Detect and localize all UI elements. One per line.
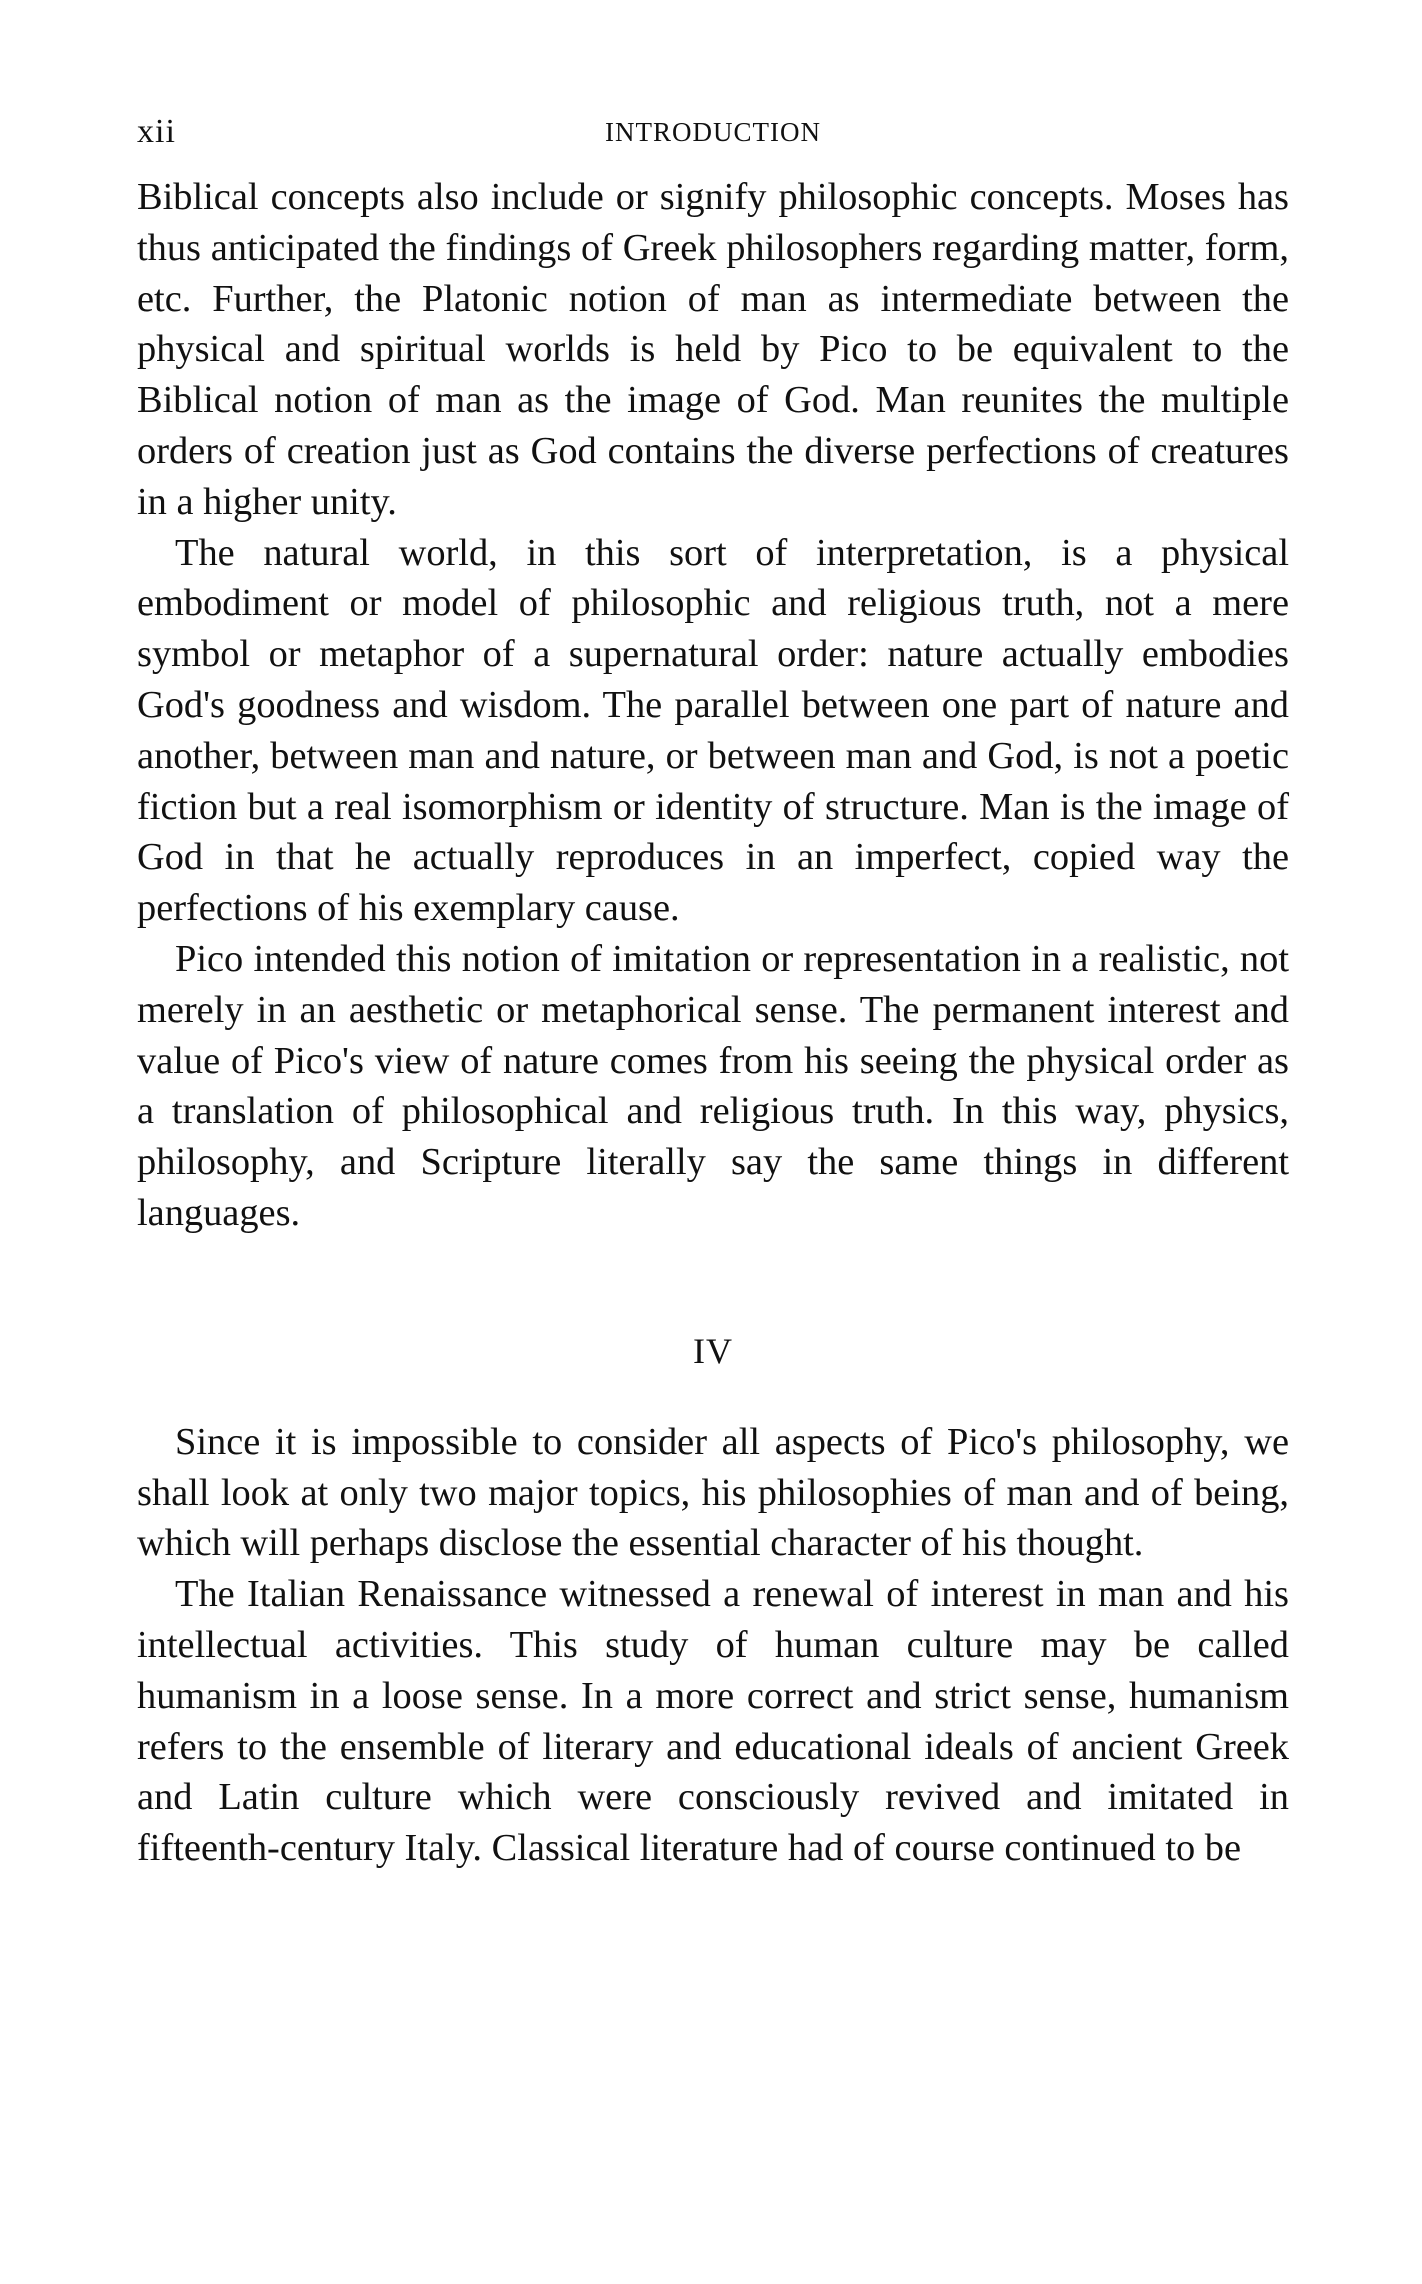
running-head	[137, 110, 1289, 154]
running-title: INTRODUCTION	[605, 117, 821, 147]
paragraph-1: Biblical concepts also include or signify philosophic concepts. Moses has thus anticipated the findings of Greek philosophers regarding matter, form, etc. Further, the Platonic notion of man as intermediate between the physical and spiritual worlds is held by Pico to be equivalent to the Biblical notion of man as the image of God. Man reunites the multiple orders of creation just as God contains the diverse perfections of creatures in a higher unity.	[137, 176, 1289, 523]
section-heading: IV	[693, 1330, 733, 1371]
paragraph-3: Pico intended this notion of imitation or representation in a realistic, not merely in an aesthetic or metaphorical sense. The permanent interest and value of Pico's view of nature comes from his seeing the physical order as a translation of philosophical and religious truth. In this way, physics, philosophy, and Scripture literally say the same things in different languages.	[137, 937, 1289, 1234]
book-page	[137, 110, 1289, 1874]
paragraph-5: The Italian Renaissance witnessed a renewal of interest in man and his intellectual activities. This study of human culture may be called humanism in a loose sense. In a more correct and strict sense, humanism refers to the ensemble of literary and educational ideals of ancient Greek and Latin culture which were consciously revived and imitated in fifteenth-century Italy. Classical literature had of course continued to be	[137, 1573, 1289, 1870]
paragraph-2: The natural world, in this sort of interpretation, is a physical embodiment or model of philosophic and religious truth, not a mere symbol or metaphor of a supernatural order: nature actually embodies God's goodness and wisdom. The parallel between one part of nature and another, between man and nature, or between man and God, is not a poetic fiction but a real isomorphism or identity of structure. Man is the image of God in that he actually reproduces in an imperfect, copied way the perfections of his exemplary cause.	[137, 531, 1289, 930]
paragraph-4: Since it is impossible to consider all aspects of Pico's philosophy, we shall look at only two major topics, his philosophies of man and of being, which will perhaps disclose the essential character of his thought.	[137, 1420, 1289, 1565]
page-number: xii	[137, 113, 176, 150]
